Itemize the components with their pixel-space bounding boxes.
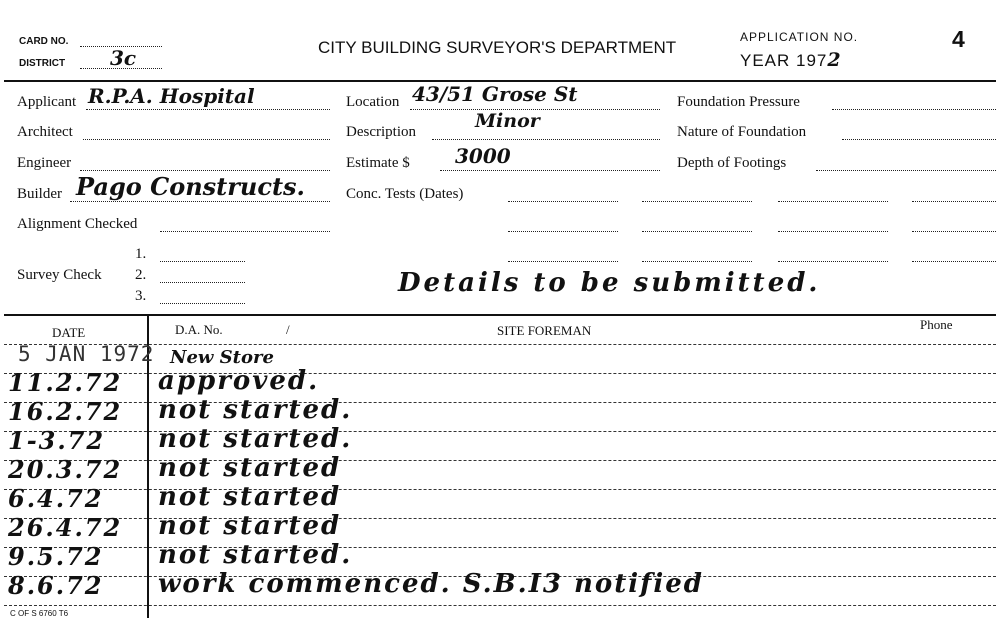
engineer-label: Engineer — [17, 155, 72, 171]
phone-header: Phone — [920, 317, 953, 332]
conc-tests-label: Conc. Tests (Dates) — [346, 186, 464, 202]
survey-num-2: 2. — [135, 267, 147, 283]
architect-line — [83, 139, 330, 140]
applicant-line — [86, 109, 330, 110]
survey-line-1 — [160, 261, 245, 262]
alignment-label: Alignment Checked — [17, 216, 138, 232]
log-entry: not started — [158, 482, 342, 512]
survey-line-3 — [160, 303, 245, 304]
details-note: Details to be submitted. — [398, 268, 821, 298]
log-date: 6.4.72 — [8, 484, 104, 513]
conc-tests-line-3b — [642, 261, 752, 262]
log-rule — [4, 489, 996, 490]
log-entry: not started. — [158, 540, 353, 570]
form-code: C OF S 6760 T6 — [10, 609, 69, 618]
date-header: DATE — [52, 325, 86, 340]
log-entry: New Store — [170, 347, 274, 368]
alignment-line — [160, 231, 330, 232]
depth-footings-label: Depth of Footings — [677, 155, 787, 171]
log-rule — [4, 518, 996, 519]
description-label: Description — [346, 124, 416, 140]
location-label: Location — [346, 94, 400, 110]
application-no-value: 4 — [952, 26, 965, 52]
year-label: YEAR 1972 — [740, 49, 842, 71]
log-entry: approved. — [158, 366, 320, 396]
applicant-value: R.P.A. Hospital — [88, 84, 255, 108]
conc-tests-line-2b — [642, 231, 752, 232]
district-label: DISTRICT — [19, 58, 66, 69]
log-date: 9.5.72 — [8, 542, 104, 571]
log-date: 20.3.72 — [8, 455, 123, 484]
log-date: 26.4.72 — [8, 513, 123, 542]
description-line — [432, 139, 660, 140]
log-date: 5 JAN 1972 — [18, 342, 155, 366]
log-rule — [4, 460, 996, 461]
depth-footings-line — [816, 170, 996, 171]
conc-tests-line-3c — [778, 261, 888, 262]
description-value: Minor — [475, 110, 540, 132]
log-entry: not started — [158, 453, 342, 483]
survey-num-1: 1. — [135, 246, 147, 262]
foreman-header: SITE FOREMAN — [497, 323, 592, 338]
conc-tests-line-1a — [508, 201, 618, 202]
foundation-pressure-line — [832, 109, 996, 110]
department-title: CITY BUILDING SURVEYOR'S DEPARTMENT — [318, 38, 677, 57]
log-top-divider — [4, 314, 996, 316]
da-header: D.A. No. — [175, 322, 223, 337]
survey-label: Survey Check — [17, 267, 102, 283]
log-date: 16.2.72 — [8, 397, 123, 426]
card-no-label: CARD NO. — [19, 36, 69, 47]
district-value: 3c — [110, 46, 137, 70]
survey-num-3: 3. — [135, 288, 147, 304]
applicant-label: Applicant — [17, 94, 77, 110]
conc-tests-line-1d — [912, 201, 996, 202]
log-rule — [4, 605, 996, 606]
conc-tests-line-2a — [508, 231, 618, 232]
builder-label: Builder — [17, 186, 62, 202]
log-rule — [4, 402, 996, 403]
conc-tests-line-1b — [642, 201, 752, 202]
survey-line-2 — [160, 282, 245, 283]
conc-tests-line-1c — [778, 201, 888, 202]
log-date: 8.6.72 — [8, 571, 104, 600]
nature-foundation-label: Nature of Foundation — [677, 124, 807, 140]
year-digit: 2 — [827, 49, 842, 71]
application-no-label: APPLICATION NO. — [740, 30, 859, 44]
estimate-label: Estimate $ — [346, 155, 410, 171]
location-value: 43/51 Grose St — [412, 82, 578, 106]
builder-line — [70, 201, 330, 202]
conc-tests-line-2c — [778, 231, 888, 232]
log-entry: not started. — [158, 395, 353, 425]
log-rule — [4, 431, 996, 432]
log-rule — [4, 547, 996, 548]
conc-tests-line-3a — [508, 261, 618, 262]
log-date: 1-3.72 — [8, 426, 106, 455]
conc-tests-line-3d — [912, 261, 996, 262]
builder-value: Pago Constructs. — [76, 172, 305, 201]
log-date: 11.2.72 — [8, 368, 123, 397]
log-entry: not started. — [158, 424, 353, 454]
architect-label: Architect — [17, 124, 73, 140]
da-slash: / — [286, 322, 290, 337]
conc-tests-line-2d — [912, 231, 996, 232]
log-entry: not started — [158, 511, 342, 541]
estimate-line — [440, 170, 660, 171]
nature-foundation-line — [842, 139, 996, 140]
engineer-line — [80, 170, 330, 171]
estimate-value: 3000 — [455, 144, 511, 168]
log-rule — [4, 373, 996, 374]
foundation-pressure-label: Foundation Pressure — [677, 94, 800, 110]
log-entry: work commenced. S.B.I3 notified — [158, 569, 704, 599]
